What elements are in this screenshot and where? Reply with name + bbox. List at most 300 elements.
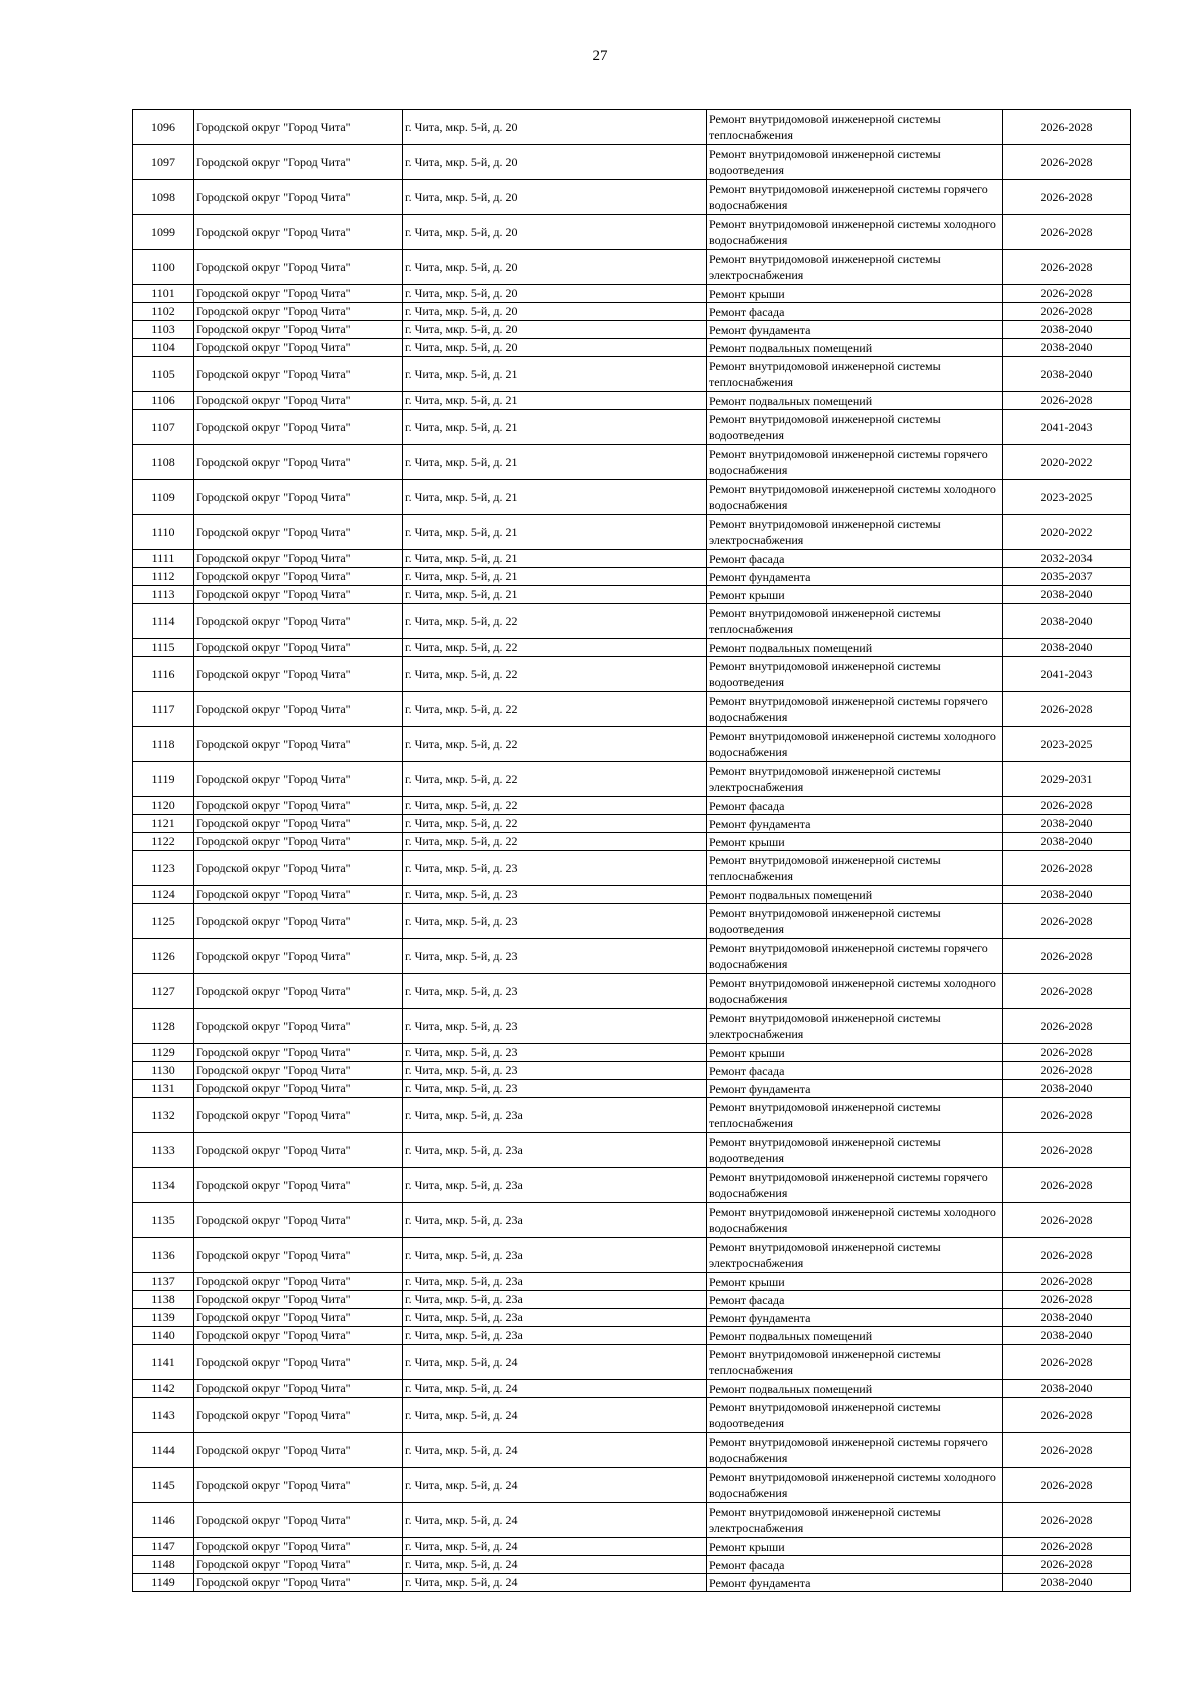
municipality-cell: Городской округ "Город Чита" (194, 797, 403, 815)
row-number-cell: 1100 (133, 250, 194, 285)
table-row (133, 1398, 1131, 1433)
period-cell: 2038-2040 (1003, 639, 1131, 657)
municipality-cell: Городской округ "Город Чита" (194, 303, 403, 321)
municipality-cell: Городской округ "Город Чита" (194, 1080, 403, 1098)
period-cell: 2026-2028 (1003, 1273, 1131, 1291)
address-cell: г. Чита, мкр. 5-й, д. 23а (403, 1327, 707, 1345)
table-row (133, 1380, 1131, 1398)
period-cell: 2023-2025 (1003, 480, 1131, 515)
work-type-cell: Ремонт крыши (707, 1044, 1003, 1062)
address-cell: г. Чита, мкр. 5-й, д. 20 (403, 110, 707, 145)
municipality-cell: Городской округ "Город Чита" (194, 939, 403, 974)
work-type-cell: Ремонт фундамента (707, 1080, 1003, 1098)
table-row (133, 1273, 1131, 1291)
period-cell: 2038-2040 (1003, 357, 1131, 392)
table-row (133, 339, 1131, 357)
table-row (133, 797, 1131, 815)
row-number-cell: 1106 (133, 392, 194, 410)
table-row (133, 604, 1131, 639)
work-type-cell: Ремонт крыши (707, 1273, 1003, 1291)
table-row (133, 1556, 1131, 1574)
work-type-cell: Ремонт внутридомовой инженерной системы водоотведения (707, 904, 1003, 939)
period-cell: 2038-2040 (1003, 339, 1131, 357)
work-type-cell: Ремонт крыши (707, 285, 1003, 303)
municipality-cell: Городской округ "Город Чита" (194, 285, 403, 303)
municipality-cell: Городской округ "Город Чита" (194, 1009, 403, 1044)
municipality-cell: Городской округ "Город Чита" (194, 727, 403, 762)
address-cell: г. Чита, мкр. 5-й, д. 24 (403, 1574, 707, 1592)
address-cell: г. Чита, мкр. 5-й, д. 21 (403, 445, 707, 480)
period-cell: 2026-2028 (1003, 1433, 1131, 1468)
address-cell: г. Чита, мкр. 5-й, д. 22 (403, 833, 707, 851)
row-number-cell: 1097 (133, 145, 194, 180)
municipality-cell: Городской округ "Город Чита" (194, 392, 403, 410)
work-type-cell: Ремонт внутридомовой инженерной системы холодного водоснабжения (707, 215, 1003, 250)
row-number-cell: 1126 (133, 939, 194, 974)
period-cell: 2026-2028 (1003, 250, 1131, 285)
period-cell: 2026-2028 (1003, 215, 1131, 250)
table-row (133, 974, 1131, 1009)
table-row (133, 145, 1131, 180)
work-type-cell: Ремонт подвальных помещений (707, 1380, 1003, 1398)
table-row (133, 1468, 1131, 1503)
address-cell: г. Чита, мкр. 5-й, д. 20 (403, 303, 707, 321)
address-cell: г. Чита, мкр. 5-й, д. 24 (403, 1556, 707, 1574)
period-cell: 2020-2022 (1003, 515, 1131, 550)
period-cell: 2026-2028 (1003, 1556, 1131, 1574)
address-cell: г. Чита, мкр. 5-й, д. 20 (403, 321, 707, 339)
address-cell: г. Чита, мкр. 5-й, д. 23 (403, 1062, 707, 1080)
municipality-cell: Городской округ "Город Чита" (194, 1273, 403, 1291)
address-cell: г. Чита, мкр. 5-й, д. 24 (403, 1503, 707, 1538)
work-type-cell: Ремонт внутридомовой инженерной системы водоотведения (707, 410, 1003, 445)
table-row (133, 939, 1131, 974)
table-row (133, 1133, 1131, 1168)
row-number-cell: 1138 (133, 1291, 194, 1309)
address-cell: г. Чита, мкр. 5-й, д. 23а (403, 1291, 707, 1309)
table-row (133, 886, 1131, 904)
municipality-cell: Городской округ "Город Чита" (194, 515, 403, 550)
municipality-cell: Городской округ "Город Чита" (194, 1538, 403, 1556)
municipality-cell: Городской округ "Город Чита" (194, 1168, 403, 1203)
period-cell: 2038-2040 (1003, 586, 1131, 604)
row-number-cell: 1131 (133, 1080, 194, 1098)
period-cell: 2038-2040 (1003, 833, 1131, 851)
period-cell: 2026-2028 (1003, 1503, 1131, 1538)
table-row (133, 833, 1131, 851)
address-cell: г. Чита, мкр. 5-й, д. 20 (403, 250, 707, 285)
table-row (133, 480, 1131, 515)
row-number-cell: 1129 (133, 1044, 194, 1062)
row-number-cell: 1137 (133, 1273, 194, 1291)
row-number-cell: 1108 (133, 445, 194, 480)
table-body (133, 110, 1131, 1592)
period-cell: 2026-2028 (1003, 797, 1131, 815)
row-number-cell: 1149 (133, 1574, 194, 1592)
row-number-cell: 1103 (133, 321, 194, 339)
table-row (133, 1345, 1131, 1380)
period-cell: 2026-2028 (1003, 939, 1131, 974)
table-row (133, 1203, 1131, 1238)
address-cell: г. Чита, мкр. 5-й, д. 23а (403, 1203, 707, 1238)
municipality-cell: Городской округ "Город Чита" (194, 1433, 403, 1468)
municipality-cell: Городской округ "Город Чита" (194, 886, 403, 904)
row-number-cell: 1125 (133, 904, 194, 939)
municipality-cell: Городской округ "Город Чита" (194, 604, 403, 639)
address-cell: г. Чита, мкр. 5-й, д. 23 (403, 886, 707, 904)
period-cell: 2026-2028 (1003, 303, 1131, 321)
row-number-cell: 1110 (133, 515, 194, 550)
address-cell: г. Чита, мкр. 5-й, д. 23 (403, 904, 707, 939)
row-number-cell: 1118 (133, 727, 194, 762)
row-number-cell: 1123 (133, 851, 194, 886)
work-type-cell: Ремонт внутридомовой инженерной системы электроснабжения (707, 1009, 1003, 1044)
municipality-cell: Городской округ "Город Чита" (194, 1398, 403, 1433)
address-cell: г. Чита, мкр. 5-й, д. 22 (403, 762, 707, 797)
address-cell: г. Чита, мкр. 5-й, д. 21 (403, 410, 707, 445)
row-number-cell: 1136 (133, 1238, 194, 1273)
municipality-cell: Городской округ "Город Чита" (194, 1468, 403, 1503)
row-number-cell: 1124 (133, 886, 194, 904)
table-row (133, 586, 1131, 604)
table-row (133, 215, 1131, 250)
table-row (133, 1080, 1131, 1098)
table-row (133, 657, 1131, 692)
work-type-cell: Ремонт внутридомовой инженерной системы теплоснабжения (707, 1345, 1003, 1380)
table-row (133, 904, 1131, 939)
table-row (133, 1538, 1131, 1556)
table-row (133, 1044, 1131, 1062)
work-type-cell: Ремонт подвальных помещений (707, 639, 1003, 657)
table-row (133, 303, 1131, 321)
address-cell: г. Чита, мкр. 5-й, д. 23а (403, 1168, 707, 1203)
address-cell: г. Чита, мкр. 5-й, д. 20 (403, 285, 707, 303)
table-row (133, 392, 1131, 410)
table-row (133, 1062, 1131, 1080)
row-number-cell: 1112 (133, 568, 194, 586)
municipality-cell: Городской округ "Город Чита" (194, 762, 403, 797)
address-cell: г. Чита, мкр. 5-й, д. 22 (403, 692, 707, 727)
period-cell: 2026-2028 (1003, 1468, 1131, 1503)
municipality-cell: Городской округ "Город Чита" (194, 974, 403, 1009)
municipality-cell: Городской округ "Город Чита" (194, 1238, 403, 1273)
address-cell: г. Чита, мкр. 5-й, д. 20 (403, 339, 707, 357)
table-row (133, 285, 1131, 303)
address-cell: г. Чита, мкр. 5-й, д. 21 (403, 480, 707, 515)
address-cell: г. Чита, мкр. 5-й, д. 22 (403, 639, 707, 657)
row-number-cell: 1120 (133, 797, 194, 815)
municipality-cell: Городской округ "Город Чита" (194, 815, 403, 833)
municipality-cell: Городской округ "Город Чита" (194, 250, 403, 285)
work-type-cell: Ремонт подвальных помещений (707, 886, 1003, 904)
row-number-cell: 1107 (133, 410, 194, 445)
municipality-cell: Городской округ "Город Чита" (194, 1327, 403, 1345)
row-number-cell: 1115 (133, 639, 194, 657)
municipality-cell: Городской округ "Город Чита" (194, 1044, 403, 1062)
address-cell: г. Чита, мкр. 5-й, д. 23 (403, 851, 707, 886)
municipality-cell: Городской округ "Город Чита" (194, 851, 403, 886)
period-cell: 2038-2040 (1003, 886, 1131, 904)
period-cell: 2026-2028 (1003, 285, 1131, 303)
row-number-cell: 1111 (133, 550, 194, 568)
table-row (133, 1168, 1131, 1203)
period-cell: 2038-2040 (1003, 1327, 1131, 1345)
work-type-cell: Ремонт внутридомовой инженерной системы теплоснабжения (707, 357, 1003, 392)
municipality-cell: Городской округ "Город Чита" (194, 445, 403, 480)
municipality-cell: Городской округ "Город Чита" (194, 586, 403, 604)
municipality-cell: Городской округ "Город Чита" (194, 321, 403, 339)
work-type-cell: Ремонт фасада (707, 1062, 1003, 1080)
work-type-cell: Ремонт внутридомовой инженерной системы теплоснабжения (707, 604, 1003, 639)
municipality-cell: Городской округ "Город Чита" (194, 357, 403, 392)
period-cell: 2026-2028 (1003, 851, 1131, 886)
period-cell: 2026-2028 (1003, 1044, 1131, 1062)
address-cell: г. Чита, мкр. 5-й, д. 20 (403, 215, 707, 250)
row-number-cell: 1117 (133, 692, 194, 727)
row-number-cell: 1132 (133, 1098, 194, 1133)
address-cell: г. Чита, мкр. 5-й, д. 22 (403, 815, 707, 833)
table-row (133, 1433, 1131, 1468)
municipality-cell: Городской округ "Город Чита" (194, 639, 403, 657)
work-type-cell: Ремонт внутридомовой инженерной системы холодного водоснабжения (707, 1203, 1003, 1238)
period-cell: 2026-2028 (1003, 110, 1131, 145)
municipality-cell: Городской округ "Город Чита" (194, 110, 403, 145)
work-type-cell: Ремонт внутридомовой инженерной системы холодного водоснабжения (707, 727, 1003, 762)
period-cell: 2038-2040 (1003, 815, 1131, 833)
row-number-cell: 1144 (133, 1433, 194, 1468)
period-cell: 2026-2028 (1003, 1098, 1131, 1133)
address-cell: г. Чита, мкр. 5-й, д. 22 (403, 797, 707, 815)
address-cell: г. Чита, мкр. 5-й, д. 21 (403, 392, 707, 410)
period-cell: 2026-2028 (1003, 392, 1131, 410)
work-type-cell: Ремонт фасада (707, 797, 1003, 815)
table-row (133, 515, 1131, 550)
table-row (133, 1098, 1131, 1133)
work-type-cell: Ремонт фундамента (707, 1309, 1003, 1327)
row-number-cell: 1121 (133, 815, 194, 833)
work-type-cell: Ремонт внутридомовой инженерной системы водоотведения (707, 1133, 1003, 1168)
row-number-cell: 1128 (133, 1009, 194, 1044)
municipality-cell: Городской округ "Город Чита" (194, 339, 403, 357)
address-cell: г. Чита, мкр. 5-й, д. 21 (403, 357, 707, 392)
municipality-cell: Городской округ "Город Чита" (194, 833, 403, 851)
address-cell: г. Чита, мкр. 5-й, д. 24 (403, 1433, 707, 1468)
work-type-cell: Ремонт фасада (707, 1291, 1003, 1309)
period-cell: 2026-2028 (1003, 1062, 1131, 1080)
address-cell: г. Чита, мкр. 5-й, д. 24 (403, 1468, 707, 1503)
work-type-cell: Ремонт внутридомовой инженерной системы электроснабжения (707, 250, 1003, 285)
period-cell: 2026-2028 (1003, 1203, 1131, 1238)
row-number-cell: 1114 (133, 604, 194, 639)
period-cell: 2032-2034 (1003, 550, 1131, 568)
address-cell: г. Чита, мкр. 5-й, д. 23а (403, 1273, 707, 1291)
row-number-cell: 1134 (133, 1168, 194, 1203)
period-cell: 2026-2028 (1003, 1168, 1131, 1203)
address-cell: г. Чита, мкр. 5-й, д. 20 (403, 145, 707, 180)
address-cell: г. Чита, мкр. 5-й, д. 23 (403, 1044, 707, 1062)
address-cell: г. Чита, мкр. 5-й, д. 23 (403, 974, 707, 1009)
row-number-cell: 1096 (133, 110, 194, 145)
row-number-cell: 1109 (133, 480, 194, 515)
work-type-cell: Ремонт фасада (707, 1556, 1003, 1574)
period-cell: 2035-2037 (1003, 568, 1131, 586)
work-type-cell: Ремонт фундамента (707, 815, 1003, 833)
period-cell: 2026-2028 (1003, 974, 1131, 1009)
table-row (133, 639, 1131, 657)
address-cell: г. Чита, мкр. 5-й, д. 20 (403, 180, 707, 215)
address-cell: г. Чита, мкр. 5-й, д. 23 (403, 1080, 707, 1098)
period-cell: 2038-2040 (1003, 1574, 1131, 1592)
address-cell: г. Чита, мкр. 5-й, д. 24 (403, 1398, 707, 1433)
address-cell: г. Чита, мкр. 5-й, д. 21 (403, 586, 707, 604)
row-number-cell: 1116 (133, 657, 194, 692)
municipality-cell: Городской округ "Город Чита" (194, 568, 403, 586)
address-cell: г. Чита, мкр. 5-й, д. 23а (403, 1309, 707, 1327)
work-type-cell: Ремонт внутридомовой инженерной системы холодного водоснабжения (707, 480, 1003, 515)
work-type-cell: Ремонт фасада (707, 550, 1003, 568)
municipality-cell: Городской округ "Город Чита" (194, 1574, 403, 1592)
table-row (133, 1574, 1131, 1592)
table-row (133, 815, 1131, 833)
work-type-cell: Ремонт внутридомовой инженерной системы водоотведения (707, 1398, 1003, 1433)
municipality-cell: Городской округ "Город Чита" (194, 657, 403, 692)
period-cell: 2041-2043 (1003, 410, 1131, 445)
work-type-cell: Ремонт подвальных помещений (707, 392, 1003, 410)
table-row (133, 1009, 1131, 1044)
period-cell: 2023-2025 (1003, 727, 1131, 762)
work-type-cell: Ремонт фундамента (707, 568, 1003, 586)
municipality-cell: Городской округ "Город Чита" (194, 1291, 403, 1309)
period-cell: 2026-2028 (1003, 1133, 1131, 1168)
period-cell: 2026-2028 (1003, 904, 1131, 939)
table-row (133, 550, 1131, 568)
table-row (133, 1503, 1131, 1538)
table-row (133, 692, 1131, 727)
work-type-cell: Ремонт внутридомовой инженерной системы горячего водоснабжения (707, 939, 1003, 974)
row-number-cell: 1143 (133, 1398, 194, 1433)
municipality-cell: Городской округ "Город Чита" (194, 550, 403, 568)
work-type-cell: Ремонт внутридомовой инженерной системы водоотведения (707, 145, 1003, 180)
table-row (133, 1327, 1131, 1345)
work-type-cell: Ремонт внутридомовой инженерной системы горячего водоснабжения (707, 180, 1003, 215)
address-cell: г. Чита, мкр. 5-й, д. 22 (403, 727, 707, 762)
work-type-cell: Ремонт внутридомовой инженерной системы теплоснабжения (707, 851, 1003, 886)
work-type-cell: Ремонт внутридомовой инженерной системы водоотведения (707, 657, 1003, 692)
work-type-cell: Ремонт крыши (707, 1538, 1003, 1556)
work-type-cell: Ремонт подвальных помещений (707, 1327, 1003, 1345)
table-row (133, 180, 1131, 215)
address-cell: г. Чита, мкр. 5-й, д. 21 (403, 568, 707, 586)
work-type-cell: Ремонт внутридомовой инженерной системы холодного водоснабжения (707, 974, 1003, 1009)
row-number-cell: 1127 (133, 974, 194, 1009)
work-type-cell: Ремонт внутридомовой инженерной системы горячего водоснабжения (707, 445, 1003, 480)
row-number-cell: 1135 (133, 1203, 194, 1238)
work-type-cell: Ремонт внутридомовой инженерной системы горячего водоснабжения (707, 1433, 1003, 1468)
work-type-cell: Ремонт внутридомовой инженерной системы теплоснабжения (707, 110, 1003, 145)
period-cell: 2026-2028 (1003, 145, 1131, 180)
period-cell: 2041-2043 (1003, 657, 1131, 692)
address-cell: г. Чита, мкр. 5-й, д. 23 (403, 1009, 707, 1044)
table-row (133, 250, 1131, 285)
table-row (133, 357, 1131, 392)
period-cell: 2026-2028 (1003, 1291, 1131, 1309)
table-row (133, 762, 1131, 797)
address-cell: г. Чита, мкр. 5-й, д. 21 (403, 515, 707, 550)
municipality-cell: Городской округ "Город Чита" (194, 692, 403, 727)
municipality-cell: Городской округ "Город Чита" (194, 1556, 403, 1574)
page-number: 27 (592, 48, 608, 64)
address-cell: г. Чита, мкр. 5-й, д. 24 (403, 1538, 707, 1556)
period-cell: 2026-2028 (1003, 1345, 1131, 1380)
work-type-cell: Ремонт фасада (707, 303, 1003, 321)
row-number-cell: 1142 (133, 1380, 194, 1398)
row-number-cell: 1113 (133, 586, 194, 604)
address-cell: г. Чита, мкр. 5-й, д. 23а (403, 1133, 707, 1168)
period-cell: 2026-2028 (1003, 1238, 1131, 1273)
row-number-cell: 1140 (133, 1327, 194, 1345)
municipality-cell: Городской округ "Город Чита" (194, 480, 403, 515)
address-cell: г. Чита, мкр. 5-й, д. 24 (403, 1380, 707, 1398)
municipality-cell: Городской округ "Город Чита" (194, 1133, 403, 1168)
work-type-cell: Ремонт подвальных помещений (707, 339, 1003, 357)
row-number-cell: 1141 (133, 1345, 194, 1380)
municipality-cell: Городской округ "Город Чита" (194, 215, 403, 250)
row-number-cell: 1130 (133, 1062, 194, 1080)
work-type-cell: Ремонт внутридомовой инженерной системы электроснабжения (707, 1238, 1003, 1273)
row-number-cell: 1099 (133, 215, 194, 250)
table-row (133, 851, 1131, 886)
table-row (133, 110, 1131, 145)
municipality-cell: Городской округ "Город Чита" (194, 904, 403, 939)
table-row (133, 1291, 1131, 1309)
work-type-cell: Ремонт внутридомовой инженерной системы теплоснабжения (707, 1098, 1003, 1133)
work-type-cell: Ремонт крыши (707, 833, 1003, 851)
address-cell: г. Чита, мкр. 5-й, д. 23а (403, 1098, 707, 1133)
work-type-cell: Ремонт внутридомовой инженерной системы горячего водоснабжения (707, 1168, 1003, 1203)
municipality-cell: Городской округ "Город Чита" (194, 1098, 403, 1133)
row-number-cell: 1119 (133, 762, 194, 797)
period-cell: 2026-2028 (1003, 1538, 1131, 1556)
table-row (133, 445, 1131, 480)
period-cell: 2038-2040 (1003, 1080, 1131, 1098)
address-cell: г. Чита, мкр. 5-й, д. 24 (403, 1345, 707, 1380)
municipality-cell: Городской округ "Город Чита" (194, 1345, 403, 1380)
repair-schedule-table (132, 109, 1131, 1592)
row-number-cell: 1098 (133, 180, 194, 215)
table-row (133, 1309, 1131, 1327)
municipality-cell: Городской округ "Город Чита" (194, 180, 403, 215)
address-cell: г. Чита, мкр. 5-й, д. 23 (403, 939, 707, 974)
row-number-cell: 1139 (133, 1309, 194, 1327)
row-number-cell: 1101 (133, 285, 194, 303)
period-cell: 2038-2040 (1003, 1380, 1131, 1398)
work-type-cell: Ремонт крыши (707, 586, 1003, 604)
period-cell: 2026-2028 (1003, 180, 1131, 215)
address-cell: г. Чита, мкр. 5-й, д. 21 (403, 550, 707, 568)
municipality-cell: Городской округ "Город Чита" (194, 1062, 403, 1080)
period-cell: 2038-2040 (1003, 321, 1131, 339)
table-row (133, 727, 1131, 762)
address-cell: г. Чита, мкр. 5-й, д. 22 (403, 604, 707, 639)
work-type-cell: Ремонт внутридомовой инженерной системы холодного водоснабжения (707, 1468, 1003, 1503)
table-row (133, 1238, 1131, 1273)
row-number-cell: 1102 (133, 303, 194, 321)
municipality-cell: Городской округ "Город Чита" (194, 1309, 403, 1327)
work-type-cell: Ремонт внутридомовой инженерной системы электроснабжения (707, 515, 1003, 550)
work-type-cell: Ремонт внутридомовой инженерной системы горячего водоснабжения (707, 692, 1003, 727)
address-cell: г. Чита, мкр. 5-й, д. 22 (403, 657, 707, 692)
work-type-cell: Ремонт внутридомовой инженерной системы электроснабжения (707, 762, 1003, 797)
